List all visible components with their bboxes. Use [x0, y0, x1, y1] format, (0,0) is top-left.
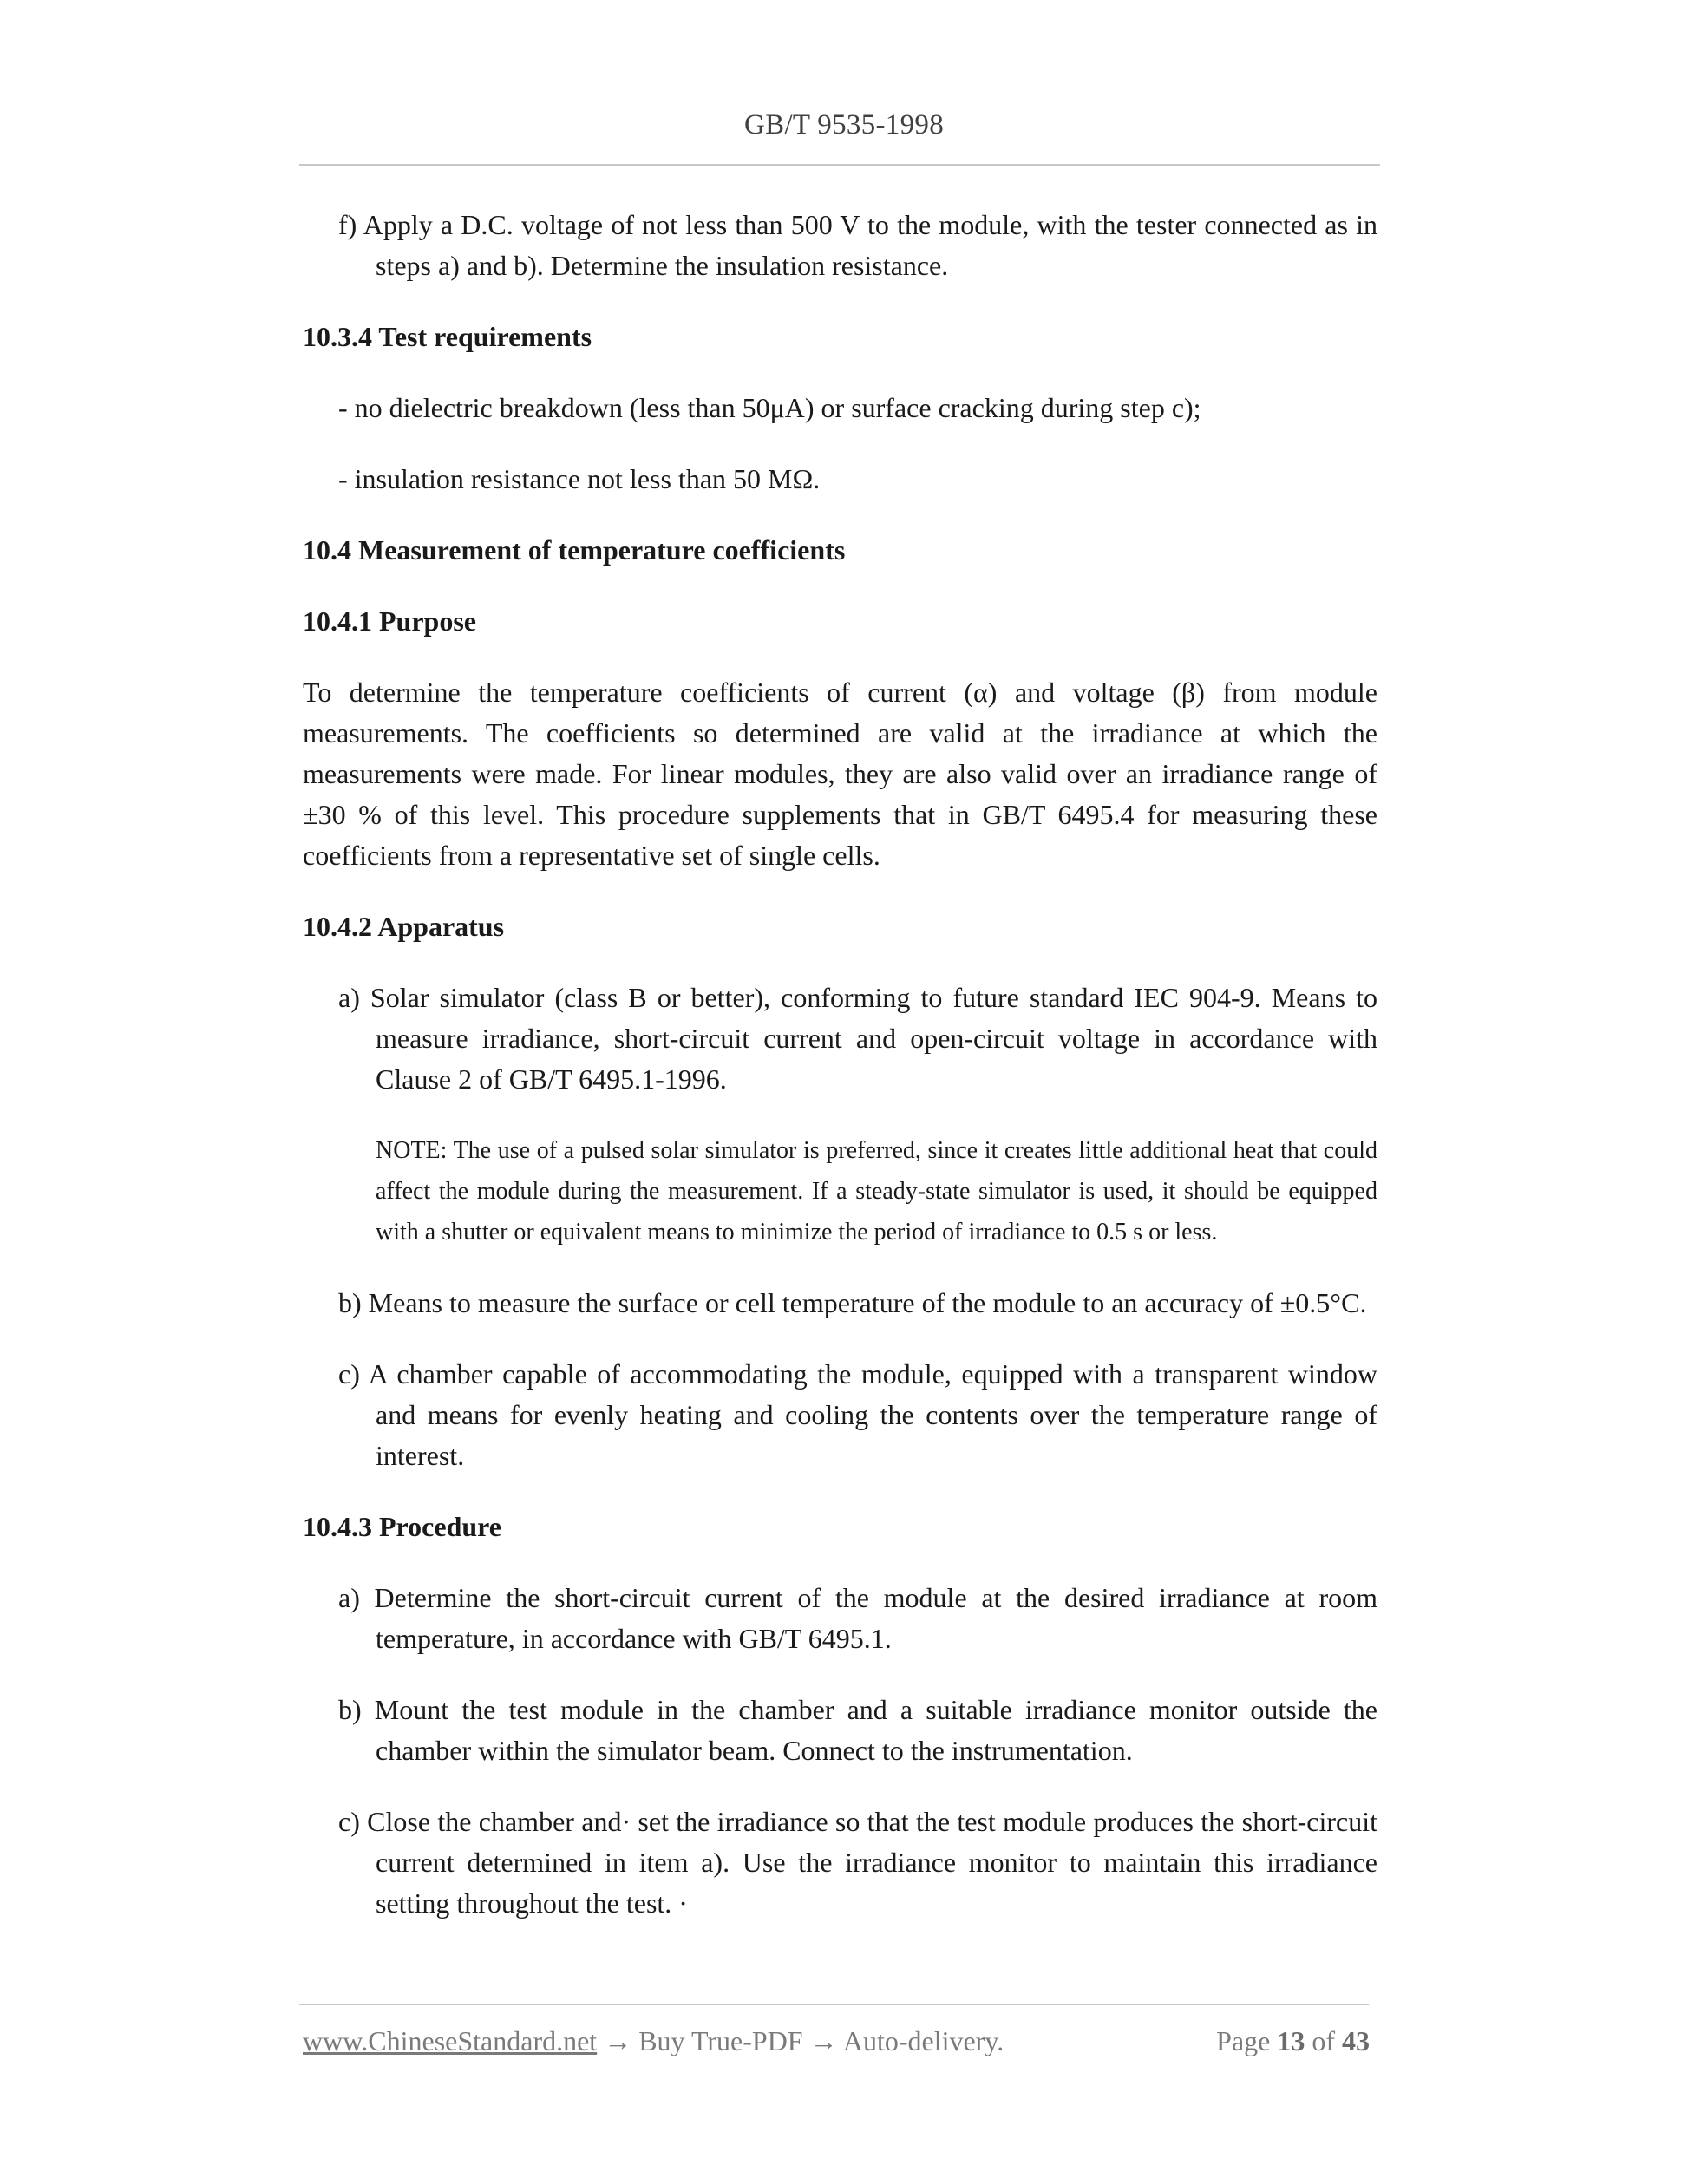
page-label: Page [1216, 2025, 1271, 2056]
arrow-right-icon: → [809, 2025, 838, 2056]
requirement-item: - no dielectric breakdown (less than 50μA) or surface cracking during step c); [338, 392, 1201, 423]
procedure-item-c: c) Close the chamber and· set the irradiance so that the test module produces the short-circuit current determined in item a). Use the irradiance monitor to maintain this irradiance setting throughout the test. · [338, 1806, 1377, 1919]
purpose-paragraph: To determine the temperature coefficients of current (α) and voltage (β) from module measurements. The coefficients so determined are valid at the irradiance at which the measurements were made. For linear modules, they are also valid over an irradiance range of ±30 % of this level. This procedure supplements that in GB/T 6495.4 for measuring these coefficients from a representative set of single cells. [303, 677, 1377, 871]
buy-true-pdf-text: Buy True-PDF [638, 2025, 803, 2056]
apparatus-note: NOTE: The use of a pulsed solar simulator is preferred, since it creates little additional heat that could affect the module during the measurement. If a steady-state simulator is used, it should be equipped with a shutter or equivalent means to minimize the period of irradiance to 0.5 s or less. [376, 1137, 1377, 1246]
section-heading-10-4-1: 10.4.1 Purpose [303, 605, 476, 637]
header-divider [299, 164, 1380, 166]
section-heading-10-4-3: 10.4.3 Procedure [303, 1511, 501, 1542]
procedure-item-a: a) Determine the short-circuit current of the module at the desired irradiance at room temperature, in accordance with GB/T 6495.1. [338, 1582, 1377, 1654]
arrow-right-icon: → [604, 2025, 632, 2056]
apparatus-item-b: b) Means to measure the surface or cell temperature of the module to an accuracy of ±0.5°C. [338, 1287, 1367, 1318]
total-pages-number: 43 [1342, 2025, 1370, 2056]
section-heading-10-4: 10.4 Measurement of temperature coefficients [303, 534, 846, 566]
requirement-item: - insulation resistance not less than 50 MΩ. [338, 463, 821, 494]
page-header-title: GB/T 9535-1998 [743, 109, 944, 141]
chinese-standard-link[interactable]: www.ChineseStandard.net [303, 2025, 598, 2056]
current-page-number: 13 [1277, 2025, 1305, 2056]
apparatus-item-a: a) Solar simulator (class B or better), conforming to future standard IEC 904-9. Means to measure irradiance, short-circuit current and open-circuit voltage in accordance with Clause 2 of GB/T 6495.1-1996. [338, 982, 1377, 1095]
of-label: of [1312, 2025, 1335, 2056]
step-f: f) Apply a D.C. voltage of not less than 500 V to the module, with the tester connected as in steps a) and b). Determine the insulation resistance. [338, 209, 1377, 281]
document-body [303, 205, 1377, 1924]
procedure-item-b: b) Mount the test module in the chamber and a suitable irradiance monitor outside the chamber within the simulator beam. Connect to the instrumentation. [338, 1694, 1377, 1766]
apparatus-item-c: c) A chamber capable of accommodating the module, equipped with a transparent window and means for evenly heating and cooling the contents over the temperature range of interest. [338, 1358, 1377, 1471]
page-indicator [1216, 2025, 1370, 2057]
auto-delivery-text: Auto-delivery. [842, 2025, 1004, 2056]
footer-divider [299, 2004, 1369, 2005]
footer-links [303, 2025, 1004, 2057]
section-heading-10-4-2: 10.4.2 Apparatus [303, 911, 505, 942]
section-heading-10-3-4: 10.3.4 Test requirements [303, 321, 592, 352]
